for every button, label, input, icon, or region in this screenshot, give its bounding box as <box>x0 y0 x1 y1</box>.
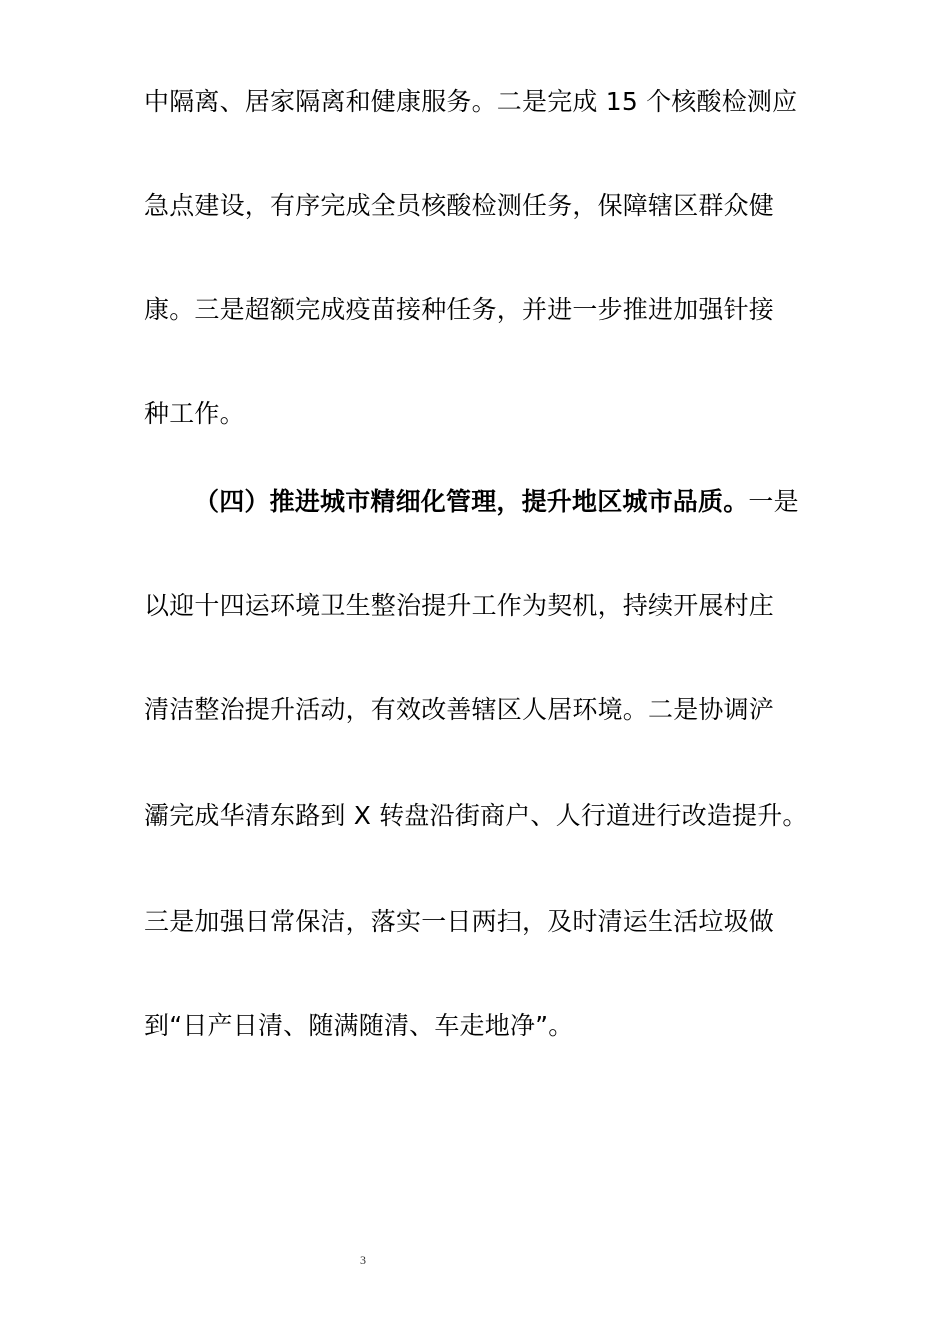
body-text-line: 三是加强日常保洁，落实一日两扫，及时清运生活垃圾做 <box>144 907 775 936</box>
body-text-line: 康。三是超额完成疫苗接种任务，并进一步推进加强针接 <box>144 295 775 324</box>
body-text-line: 种工作。 <box>144 399 245 428</box>
body-text-line: 灞完成华清东路到 X 转盘沿街商户、人行道进行改造提升。 <box>144 801 808 830</box>
body-text-line: 清洁整治提升活动，有效改善辖区人居环境。二是协调浐 <box>144 695 775 724</box>
section-heading: （四）推进城市精细化管理，提升地区城市品质。 <box>194 487 749 516</box>
body-text-line: 中隔离、居家隔离和健康服务。二是完成 15 个核酸检测应 <box>144 87 798 116</box>
section-heading-continuation: 一是 <box>748 487 799 516</box>
page-number: 3 <box>360 1253 366 1267</box>
body-text-line: 以迎十四运环境卫生整治提升工作为契机，持续开展村庄 <box>144 591 775 620</box>
section-heading-line <box>194 484 814 520</box>
body-text-line: 到“日产日清、随满随清、车走地净”。 <box>144 1011 574 1040</box>
body-text-line: 急点建设，有序完成全员核酸检测任务，保障辖区群众健 <box>144 191 775 220</box>
